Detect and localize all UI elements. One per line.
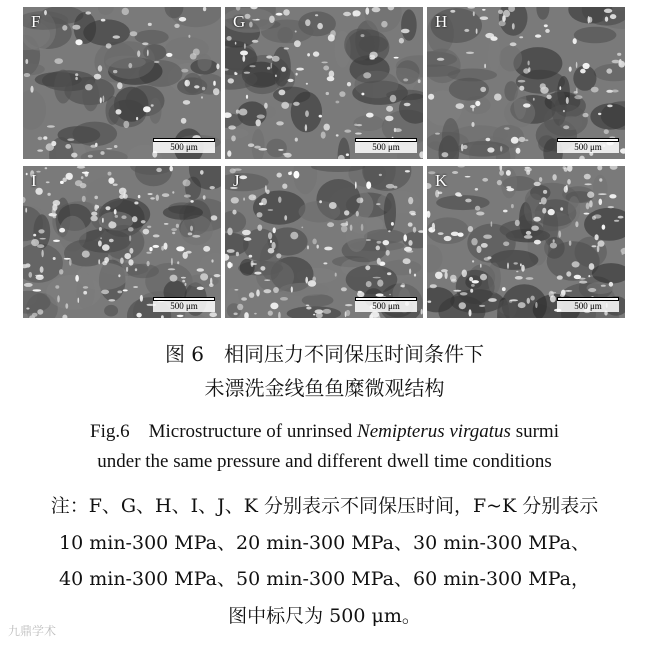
figure-caption-en-line2: under the same pressure and different dwell time conditions <box>97 451 552 472</box>
scale-bar-label: 500 μm <box>557 301 619 312</box>
scale-bar <box>153 138 215 153</box>
micrograph-texture <box>23 7 221 159</box>
micrograph-panel-j <box>225 166 423 318</box>
species-name: Nemipterus virgatus <box>357 421 511 442</box>
micrograph-texture <box>225 7 423 159</box>
caption-en-prefix: Fig.6 Microstructure of unrinsed <box>90 421 358 442</box>
micrograph-panel-i <box>23 166 221 318</box>
micrograph-texture <box>225 166 423 318</box>
scale-bar-label: 500 μm <box>153 142 215 153</box>
figure-note-line1: 注：F、G、H、I、J、K 分别表示不同保压时间，F~K 分别表示 <box>50 495 599 517</box>
scale-bar <box>355 297 417 312</box>
panel-label: G <box>233 12 246 31</box>
figure-caption-cn-line1: 图 6 相同压力不同保压时间条件下 <box>164 342 485 366</box>
micrograph-texture <box>427 7 625 159</box>
micrograph-texture <box>23 166 221 318</box>
micrograph-texture <box>427 166 625 318</box>
caption-en-suffix: surmi <box>510 421 559 442</box>
figure-note-line4: 图中标尺为 500 μm。 <box>228 605 421 627</box>
panel-label: I <box>31 171 37 190</box>
panel-label: J <box>233 171 240 190</box>
scale-bar <box>557 138 619 153</box>
panel-label: F <box>31 12 41 31</box>
micrograph-panel-h <box>427 7 625 159</box>
micrograph-panel-g <box>225 7 423 159</box>
scale-bar <box>153 297 215 312</box>
figure-note-line2: 10 min-300 MPa、20 min-300 MPa、30 min-300 MPa、 <box>59 532 590 554</box>
figure-caption-cn-line2: 未漂洗金线鱼鱼糜微观结构 <box>204 376 445 400</box>
scale-bar <box>355 138 417 153</box>
figure-caption-en-line1 <box>0 416 649 443</box>
panel-label: H <box>435 12 448 31</box>
scale-bar-label: 500 μm <box>355 142 417 153</box>
figure-note-line3: 40 min-300 MPa、50 min-300 MPa、60 min-300 MPa， <box>59 568 590 590</box>
watermark-logo: 九鼎学术 <box>8 624 57 638</box>
scale-bar-label: 500 μm <box>355 301 417 312</box>
panel-label: K <box>435 171 448 190</box>
scale-bar-label: 500 μm <box>557 142 619 153</box>
micrograph-panel-f <box>23 7 221 159</box>
scale-bar-label: 500 μm <box>153 301 215 312</box>
micrograph-panel-k <box>427 166 625 318</box>
scale-bar <box>557 297 619 312</box>
